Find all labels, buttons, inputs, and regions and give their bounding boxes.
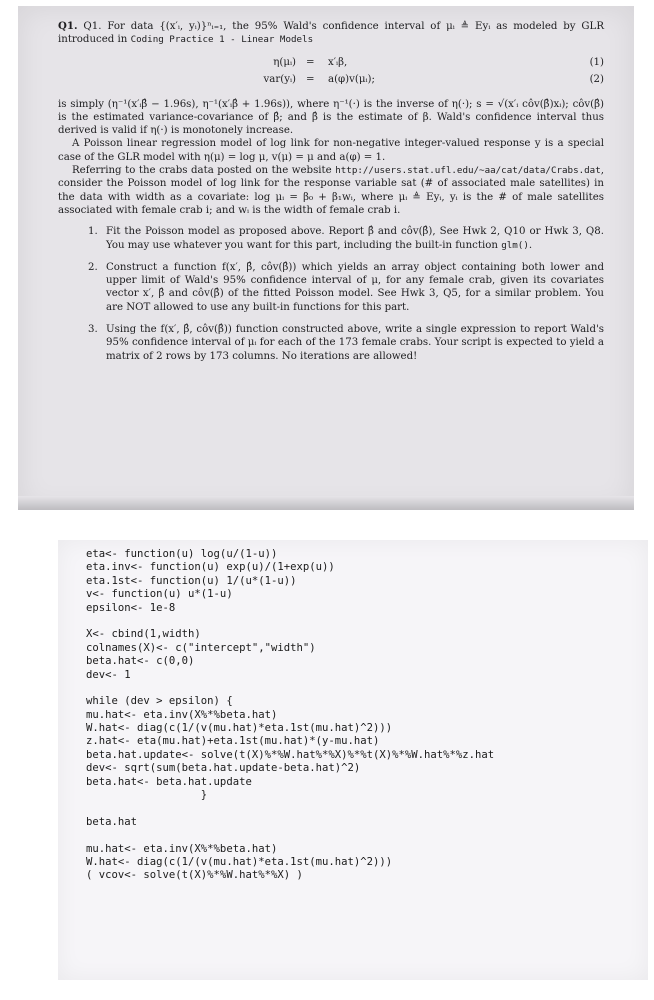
question-intro: Q1. Q1. For data {(x′ᵢ, yᵢ)}ⁿᵢ₌₁, the 95% Wald's confidence interval of μᵢ ≜ Eyᵢ as modeled by GLR introduced in Coding Practice 1 - Linear Models	[58, 20, 604, 46]
code-line: beta.hat<- c(0,0)	[86, 655, 195, 668]
intro-code: Coding Practice 1 - Linear Models	[130, 34, 314, 46]
code-line: z.hat<- eta(mu.hat)+eta.1st(mu.hat)*(y-mu.hat)	[86, 735, 380, 748]
code-line	[86, 802, 494, 815]
task-item-1	[88, 225, 604, 252]
code-line: X<- cbind(1,width)	[86, 628, 201, 641]
crabs-text-a: Referring to the crabs data posted on the website	[72, 165, 332, 177]
wald-paragraph: is simply (η⁻¹(x′ᵢβ̂ − 1.96s), η⁻¹(x′ᵢβ̂ + 1.96s)), where η⁻¹(·) is the inverse of η(·); s = √(x′ᵢ côv(β̂)xᵢ); côv(β̂) is the estimated variance-covariance of β̂; and β̂ is the estimate of β. Wald's confidence interval thus derived is valid if η(·) is monotonely increase.	[58, 98, 604, 137]
eq1-lhs: η(μᵢ)	[273, 56, 296, 68]
intro-text: Q1. For data {(x′ᵢ, yᵢ)}ⁿᵢ₌₁, the 95% Wald's confidence interval of μᵢ ≜ Eyᵢ as modeled by GLR introduced in	[58, 21, 604, 46]
code-line: mu.hat<- eta.inv(X%*%beta.hat)	[86, 708, 278, 721]
code-screenshot	[58, 540, 648, 980]
crabs-url: http://users.stat.ufl.edu/~aa/cat/data/Crabs.dat	[335, 165, 601, 177]
code-line: beta.hat.update<- solve(t(X)%*%W.hat%*%X)%*%t(X)%*%W.hat%*%z.hat	[86, 748, 495, 761]
crabs-paragraph	[58, 164, 604, 217]
code-line: beta.hat<- beta.hat.update	[86, 775, 252, 788]
task-text: Using the f(x′, β̂, côv(β̂)) function constructed above, write a single expression to report Wald's 95% confidence interval of μᵢ for each of the 173 female crabs. Your script is expected to yield a matrix of 2 rows by 173 columns. No iterations are allowed!	[106, 324, 604, 362]
code-line	[86, 682, 494, 695]
task-list	[58, 225, 604, 363]
eq2-number: (2)	[589, 73, 604, 85]
code-line: eta.inv<- function(u) exp(u)/(1+exp(u))	[86, 561, 335, 574]
eq1-rhs: x′ᵢβ,	[328, 56, 348, 68]
code-line: }	[86, 789, 208, 802]
code-line: epsilon<- 1e-8	[86, 601, 176, 614]
code-line: while (dev > epsilon) {	[86, 695, 233, 708]
eq2-lhs: var(yᵢ)	[263, 73, 296, 85]
eq1-equals: =	[306, 56, 315, 68]
eq2-equals: =	[306, 73, 315, 85]
task-text: Fit the Poisson model as proposed above. Report β̂ and côv(β̂), See Hwk 2, Q10 or Hwk 3, Q8. You may use whatever you want for this part, including the built-in function	[106, 226, 604, 251]
code-line: beta.hat	[86, 815, 138, 828]
code-line: W.hat<- diag(c(1/(v(mu.hat)*eta.1st(mu.hat)^2)))	[86, 855, 393, 868]
code-line: eta<- function(u) log(u/(1-u))	[86, 548, 278, 560]
eq1-number: (1)	[589, 56, 604, 68]
task-text: Construct a function f(x′, β̂, côv(β̂)) which yields an array object containing both lower and upper limit of Wald's 95% confidence interval of μ, for any female crab, given its covariates vector x′, β̂ and côv(β̂) of the fitted Poisson model. See Hwk 3, Q5, for a similar problem. You are NOT allowed to use any built-in functions for this part.	[106, 261, 604, 313]
task-code: glm()	[501, 239, 529, 251]
code-line: mu.hat<- eta.inv(X%*%beta.hat)	[86, 842, 278, 855]
code-line: eta.1st<- function(u) 1/(u*(1-u))	[86, 574, 297, 587]
code-line: W.hat<- diag(c(1/(v(mu.hat)*eta.1st(mu.hat)^2)))	[86, 722, 393, 735]
model-equations	[58, 56, 604, 90]
code-line: dev<- sqrt(sum(beta.hat.update-beta.hat)^2)	[86, 762, 361, 775]
r-code-block	[86, 548, 494, 883]
eq2-rhs: a(φ)v(μᵢ);	[328, 73, 375, 85]
photo-gap	[0, 510, 654, 540]
bottom-margin	[0, 980, 654, 1000]
task-item-2	[88, 261, 604, 314]
code-line	[86, 829, 494, 842]
code-line: ( vcov<- solve(t(X)%*%W.hat%*%X) )	[86, 869, 303, 882]
code-line: colnames(X)<- c("intercept","width")	[86, 641, 316, 654]
task-number: 3.	[88, 324, 98, 336]
code-line	[86, 615, 494, 628]
equation-2	[58, 73, 604, 89]
task-tail: .	[528, 239, 533, 251]
code-line: dev<- 1	[86, 668, 131, 681]
code-line: v<- function(u) u*(1-u)	[86, 588, 233, 601]
task-number: 2.	[88, 261, 98, 273]
task-number: 1.	[88, 226, 98, 238]
poisson-paragraph: A Poisson linear regression model of log link for non-negative integer-valued response y is a special case of the GLR model with η(μ) = log μ, v(μ) = μ and a(φ) = 1.	[58, 138, 604, 163]
crabs-text-b: , consider the Poisson model of log link for the response variable sat (# of associated male satellites) in the data with width as a covariate: log μᵢ = β₀ + β₁wᵢ, where μᵢ ≜ Eyᵢ, yᵢ is the # of male satellites associated with female crab i; and wᵢ is the width of female crab i.	[58, 165, 604, 216]
equation-1	[58, 56, 604, 72]
task-item-3	[88, 323, 604, 363]
homework-photo	[18, 6, 634, 510]
page-cutoff-shadow	[18, 496, 634, 510]
question-text	[58, 20, 604, 372]
